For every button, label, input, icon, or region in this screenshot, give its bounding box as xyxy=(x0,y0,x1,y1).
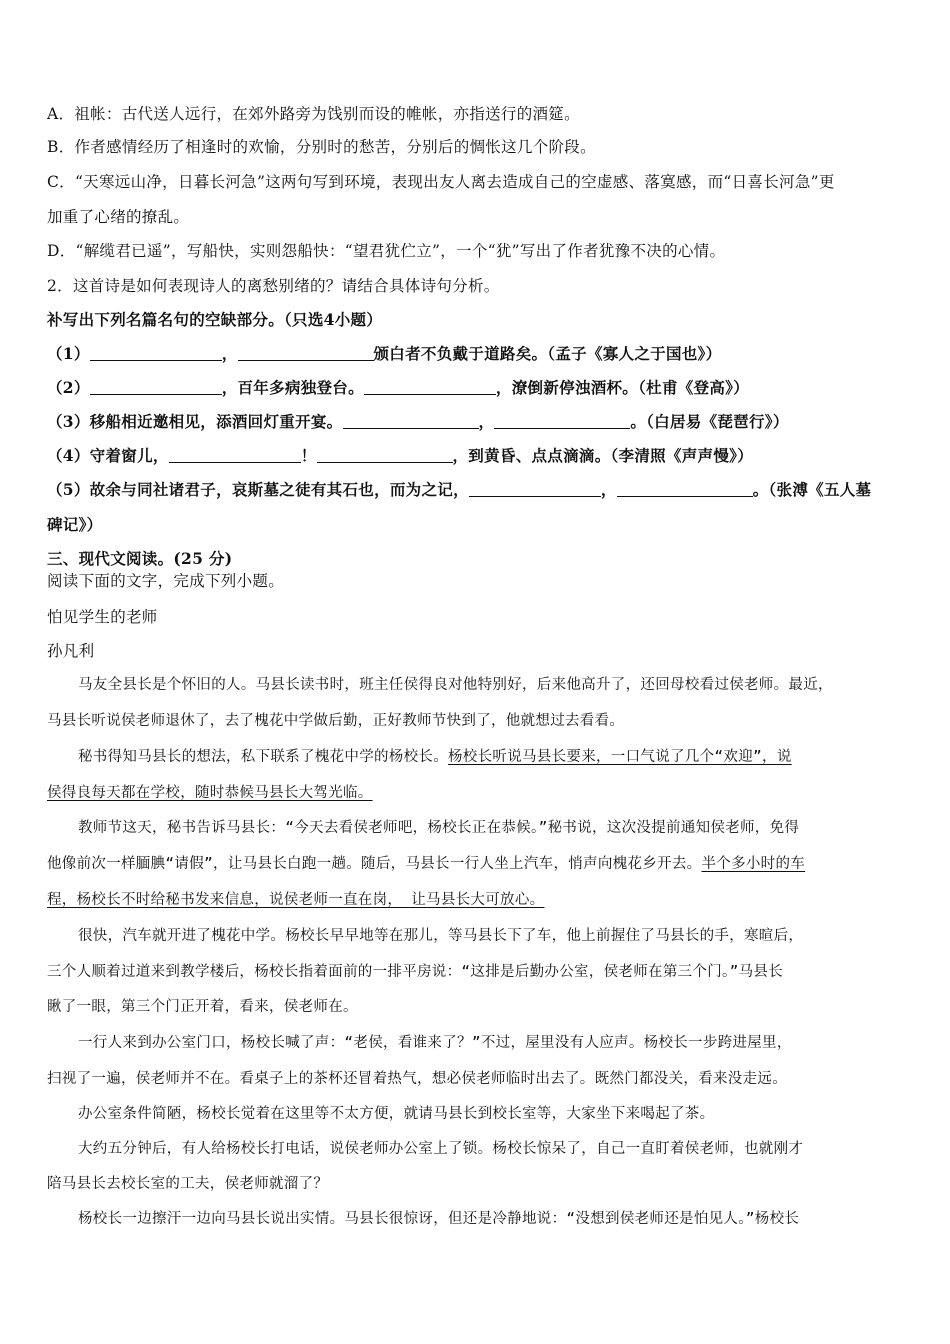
answer-blank[interactable] xyxy=(494,412,630,429)
paragraph-7-line2: 陪马县长去校长室的工夫，侯老师就溜了？ xyxy=(47,1176,329,1192)
paragraph-4-line1: 很快，汽车就开进了槐花中学。杨校长早早地等在那儿，等马县长下了车，他上前握住了马县长的手，寒暄后， xyxy=(78,928,804,944)
underlined-sentence: 侯得良每天都在学校，随时恭候马县长大驾光临。 xyxy=(47,785,373,801)
section-instruction: 阅读下面的文字，完成下列小题。 xyxy=(47,572,285,590)
section-heading: 三、现代文阅读。(25 分) xyxy=(47,549,233,568)
answer-blank[interactable] xyxy=(469,480,601,497)
option-a: A．祖帐：古代送人远行，在郊外路旁为饯别而设的帷帐，亦指送行的酒筵。 xyxy=(47,105,580,123)
option-c-line1: C．“天寒远山净，日暮长河急”这两句写到环境，表现出友人离去造成自己的空虚感、落寞感，而“日喜长河急”更 xyxy=(47,173,835,191)
option-d: D．“解缆君已遥”，写船快，实则怨船快：“望君犹伫立”，一个“犹”写出了作者犹豫不决的心情。 xyxy=(47,242,726,260)
paragraph-2-line2 xyxy=(47,782,906,804)
underlined-sentence: 程，杨校长不时给秘书发来信息，说侯老师一直在岗， 让马县长大可放心。 xyxy=(47,892,545,908)
paragraph-4-line3: 瞅了一眼，第三个门正开着，看来，侯老师在。 xyxy=(47,999,358,1015)
paragraph-2-line1: 秘书得知马县长的想法，私下联系了槐花中学的杨校长。杨校长听说马县长要来，一口气说了几个“欢迎”，说 xyxy=(78,749,792,765)
paragraph-8-line1: 杨校长一边擦汗一边向马县长说出实情。马县长很惊讶，但还是冷静地说：“没想到侯老师还是怕见人。”杨校长 xyxy=(78,1211,800,1227)
fill-blank-title: 补写出下列名篇名句的空缺部分。（只选4小题） xyxy=(47,310,383,329)
option-c-line2: 加重了心绪的撩乱。 xyxy=(47,208,190,226)
fill-item-2-number: （2） xyxy=(47,378,90,397)
answer-blank[interactable] xyxy=(169,446,301,463)
underlined-sentence: 半个多小时的车 xyxy=(701,856,806,872)
paragraph-5-line2: 扫视了一遍，侯老师并不在。看桌子上的茶杯还冒着热气，想必侯老师临时出去了。既然门都没关，看来没走远。 xyxy=(47,1071,787,1087)
fill-item-1: （1） ， 颁白者不负戴于道路矣。（孟子《寡人之于国也》） xyxy=(47,344,722,363)
paragraph-1-line2: 马县长听说侯老师退休了，去了槐花中学做后勤，正好教师节快到了，他就想过去看看。 xyxy=(47,713,625,729)
fill-item-4: （4）守着窗儿， ！ ，到黄昏、点点滴滴。（李清照《声声慢》） xyxy=(47,446,754,465)
answer-blank[interactable] xyxy=(90,378,222,395)
answer-blank[interactable] xyxy=(317,446,453,463)
paragraph-3-line1: 教师节这天，秘书告诉马县长：“今天去看侯老师吧，杨校长正在恭候。”秘书说，这次没提前通知侯老师，免得 xyxy=(78,820,800,836)
answer-blank[interactable] xyxy=(364,378,496,395)
paragraph-3-line2: 他像前次一样腼腆“请假”，让马县长白跑一趟。随后，马县长一行人坐上汽车，悄声向槐花乡开去。半个多小时的车 xyxy=(47,856,806,872)
option-b: B．作者感情经历了相逢时的欢愉，分别时的愁苦，分别后的惆怅这几个阶段。 xyxy=(47,138,596,156)
answer-blank[interactable] xyxy=(238,344,374,361)
paragraph-5-line1: 一行人来到办公室门口，杨校长喊了声：“老侯，看谁来了？”不过，屋里没有人应声。杨校长一步跨进屋里， xyxy=(78,1035,792,1051)
paragraph-6: 办公室条件简陋，杨校长觉着在这里等不太方便，就请马县长到校长室等，大家坐下来喝起了茶。 xyxy=(78,1106,715,1122)
answer-blank[interactable] xyxy=(343,412,479,429)
underlined-sentence: 杨校长听说马县长要来，一口气说了几个“欢迎”，说 xyxy=(448,749,792,765)
question-2: 2．这首诗是如何表现诗人的离愁别绪的？请结合具体诗句分析。 xyxy=(47,277,500,295)
fill-item-5-cont: 碑记》） xyxy=(47,515,103,534)
story-author: 孙凡利 xyxy=(47,642,95,660)
answer-blank[interactable] xyxy=(90,344,222,361)
paragraph-3-line3 xyxy=(47,889,906,911)
fill-item-2: （2） ，百年多病独登台。 ，潦倒新停浊酒杯。（杜甫《登高》） xyxy=(47,378,749,397)
fill-item-1-number: （1） xyxy=(47,344,90,363)
paragraph-7-line1: 大约五分钟后，有人给杨校长打电话，说侯老师办公室上了锁。杨校长惊呆了，自己一直盯着侯老师，也就刚才 xyxy=(78,1141,804,1157)
story-title: 怕见学生的老师 xyxy=(47,608,158,626)
paragraph-1-line1: 马友全县长是个怀旧的人。马县长读书时，班主任侯得良对他特别好，后来他高升了，还回母校看过侯老师。最近， xyxy=(78,677,833,693)
fill-item-5: （5）故余与同社诸君子，哀斯墓之徒有其石也，而为之记， ， 。（张溥《五人墓 xyxy=(47,480,872,499)
answer-blank[interactable] xyxy=(617,480,753,497)
paragraph-4-line2: 三个人顺着过道来到教学楼后，杨校长指着面前的一排平房说：“这排是后勤办公室，侯老师在第三个门。”马县长 xyxy=(47,964,784,980)
fill-item-3: （3）移船相近邀相见，添酒回灯重开宴。 ， 。（白居易《琵琶行》） xyxy=(47,412,789,431)
